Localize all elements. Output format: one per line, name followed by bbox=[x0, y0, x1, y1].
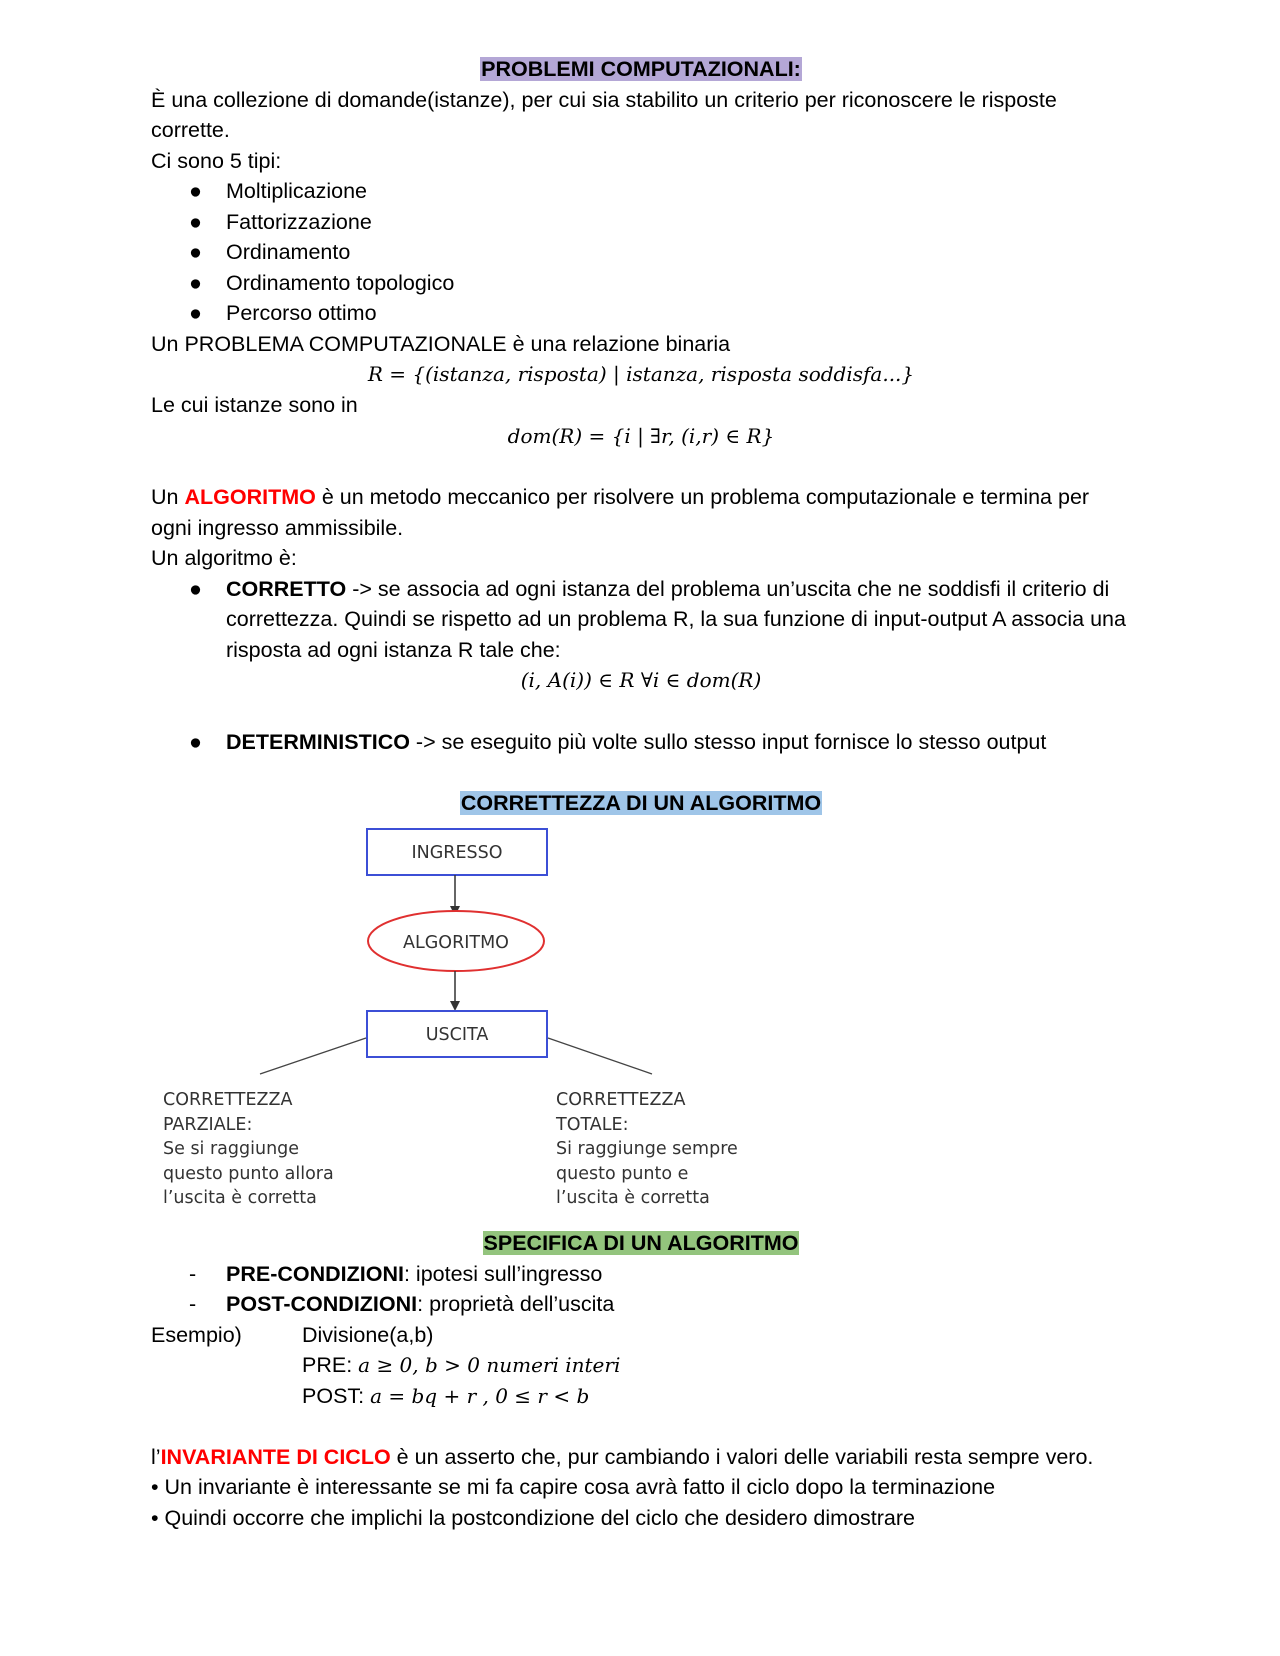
spec-list bbox=[151, 1259, 1131, 1320]
domain-formula: dom(R) = {i | ∃r, (i,r) ∈ R} bbox=[507, 423, 775, 448]
total-correctness-caption: CORRETTEZZA TOTALE: Si raggiunge sempre questo punto e l’uscita è corretta bbox=[556, 1090, 738, 1208]
relation-formula: R = {(istanza, risposta) | istanza, risposta soddisfa...} bbox=[367, 362, 915, 386]
document-page bbox=[151, 54, 1131, 1533]
relation-intro: Un PROBLEMA COMPUTAZIONALE è una relazione binaria bbox=[151, 331, 731, 356]
spec-heading: SPECIFICA DI UN ALGORITMO bbox=[483, 1231, 799, 1255]
section-title-spec bbox=[151, 1228, 1131, 1259]
relation-formula-line bbox=[151, 359, 1131, 390]
bullet-icon: ● bbox=[189, 179, 202, 203]
dash-icon: - bbox=[189, 1292, 197, 1316]
list-item: - POST-CONDIZIONI: proprietà dell’uscita bbox=[151, 1289, 1131, 1320]
dash-icon: - bbox=[189, 1261, 197, 1286]
post-formula: a = bq + r , 0 ≤ r < b bbox=[370, 1383, 590, 1408]
instances-intro: Le cui istanze sono in bbox=[151, 393, 358, 417]
input-box-label: INGRESSO bbox=[411, 843, 503, 863]
example-pre: PRE: a ≥ 0, b > 0 numeri interi bbox=[302, 1353, 621, 1377]
invariant-definition: l’INVARIANTE DI CICLO è un asserto che, pur cambiando i valori delle variabili resta sempre vero. bbox=[151, 1444, 1094, 1469]
branch-line-right bbox=[548, 1038, 652, 1074]
algorithm-term: ALGORITMO bbox=[184, 485, 316, 509]
arrow-head-icon bbox=[450, 1001, 460, 1011]
types-intro: Ci sono 5 tipi: bbox=[151, 148, 282, 173]
correct-formula: (i, A(i)) ∈ R ∀i ∈ dom(R) bbox=[520, 668, 762, 692]
section-title-correctness bbox=[151, 788, 1131, 819]
invariant-point: • Un invariante è interessante se mi fa capire cosa avrà fatto il ciclo dopo la terminazione bbox=[151, 1475, 996, 1499]
algorithm-properties bbox=[151, 574, 1131, 758]
bullet-icon: ● bbox=[189, 209, 202, 234]
bullet-icon: ● bbox=[189, 240, 202, 264]
domain-formula-line bbox=[151, 421, 1131, 452]
partial-correctness-caption: CORRETTEZZA PARZIALE: Se si raggiunge questo punto allora l’uscita è corretta bbox=[163, 1090, 334, 1208]
post-term: POST-CONDIZIONI bbox=[226, 1292, 418, 1316]
list-item: ● Ordinamento topologico bbox=[151, 268, 1131, 299]
bullet-icon: ● bbox=[189, 301, 202, 325]
correct-formula-line bbox=[151, 665, 1131, 696]
list-item: ● Fattorizzazione bbox=[151, 207, 1131, 238]
list-item: ● Percorso ottimo bbox=[151, 298, 1131, 329]
problems-heading: PROBLEMI COMPUTAZIONALI: bbox=[481, 57, 801, 81]
example-post: POST: a = bq + r , 0 ≤ r < b bbox=[302, 1383, 590, 1408]
algorithm-is-intro: Un algoritmo è: bbox=[151, 546, 297, 570]
deterministic-term: DETERMINISTICO bbox=[226, 729, 410, 754]
example-label: Esempio) bbox=[151, 1322, 242, 1347]
list-item: ● Ordinamento bbox=[151, 237, 1131, 268]
branch-line-left bbox=[260, 1038, 366, 1074]
invariant-point: • Quindi occorre che implichi la postcondizione del ciclo che desidero dimostrare bbox=[151, 1505, 915, 1530]
problems-intro: È una collezione di domande(istanze), per cui sia stabilito un criterio per riconoscere le risposte corrette. bbox=[151, 87, 1057, 142]
bullet-icon: ● bbox=[189, 576, 202, 601]
correct-term: CORRETTO bbox=[226, 576, 347, 601]
list-item: ● DETERMINISTICO -> se eseguito più volte sullo stesso input fornisce lo stesso output bbox=[151, 727, 1131, 758]
pre-term: PRE-CONDIZIONI bbox=[226, 1261, 404, 1286]
section-title-problems bbox=[151, 54, 1131, 85]
types-list bbox=[151, 176, 1131, 329]
bullet-icon: ● bbox=[189, 729, 202, 754]
algorithm-definition: Un ALGORITMO è un metodo meccanico per risolvere un problema computazionale e termina per ogni ingresso ammissibile. bbox=[151, 485, 1090, 540]
output-box-label: USCITA bbox=[425, 1025, 489, 1045]
correctness-diagram bbox=[151, 818, 1131, 1228]
list-item: - PRE-CONDIZIONI: ipotesi sull’ingresso bbox=[151, 1259, 1131, 1290]
correctness-heading: CORRETTEZZA DI UN ALGORITMO bbox=[460, 790, 822, 815]
pre-formula: a ≥ 0, b > 0 numeri interi bbox=[358, 1353, 621, 1377]
list-item: ● Moltiplicazione bbox=[151, 176, 1131, 207]
example-name: Divisione(a,b) bbox=[302, 1322, 434, 1347]
algorithm-ellipse-label: ALGORITMO bbox=[403, 933, 509, 953]
example-row bbox=[151, 1320, 1131, 1351]
invariant-term: INVARIANTE DI CICLO bbox=[160, 1444, 391, 1469]
bullet-icon: ● bbox=[189, 270, 202, 295]
list-item: ● CORRETTO -> se associa ad ogni istanza del problema un’uscita che ne soddisfi il criterio di correttezza. Quindi se rispetto ad un problema R, la sua funzione di input-output A associa una risposta ad ogni istanza R tale che: (i, A(i)) ∈ R ∀i ∈ dom(R) bbox=[151, 574, 1131, 727]
